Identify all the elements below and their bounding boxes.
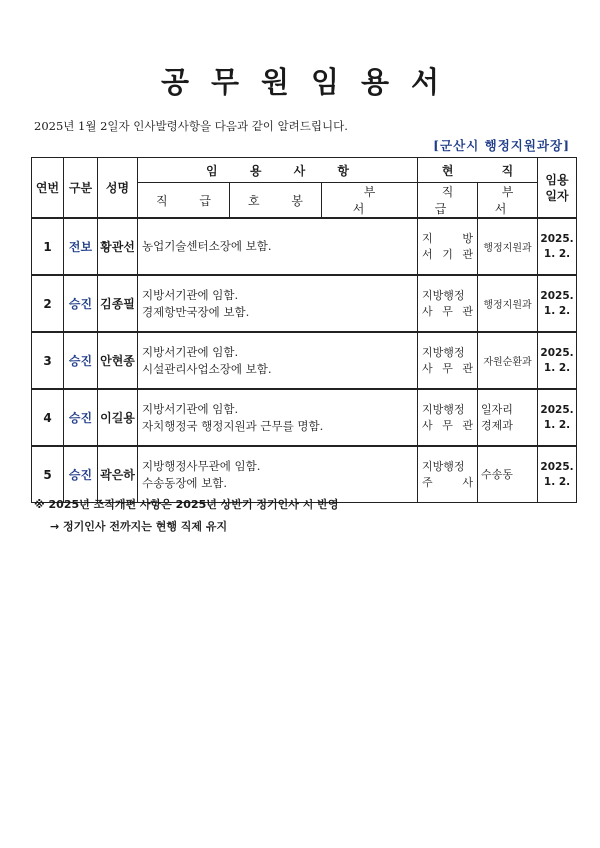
row-cur-rank — [418, 218, 478, 275]
row-name: 곽은하 — [98, 446, 138, 503]
row-desc — [138, 332, 418, 389]
row-desc — [138, 275, 418, 332]
cur-rank-line-2: 서 기 관 — [422, 247, 474, 261]
table-row — [32, 389, 577, 446]
row-cur-rank — [418, 389, 478, 446]
date-line-2: 1. 2. — [543, 418, 571, 431]
desc-line-1: 지방서기관에 임함. — [142, 287, 239, 302]
header-cur-rank: 직급 — [418, 183, 478, 219]
table-row — [32, 446, 577, 503]
header-appointment: 임 용 사 항 — [138, 158, 418, 183]
note-current-structure: → 정기인사 전까지는 현행 직제 유지 — [50, 520, 228, 533]
note-reorganization: ※ 2025년 조직개편 사항은 2025년 상반기 정기인사 시 반영 — [34, 498, 339, 511]
desc-line-1: 지방서기관에 임함. — [142, 344, 239, 359]
row-cur-dept — [478, 275, 538, 332]
table-row — [32, 275, 577, 332]
header-step: 호 봉 — [230, 183, 322, 219]
row-no: 5 — [32, 446, 64, 503]
row-cur-rank — [418, 332, 478, 389]
date-line-2: 1. 2. — [543, 304, 571, 317]
cur-dept-line-1: 자원순환과 — [483, 357, 532, 368]
date-line-1: 2025. — [540, 460, 574, 473]
cur-dept-line-1: 행정지원과 — [483, 243, 532, 254]
cur-rank-line-1: 지방행정 — [422, 402, 465, 416]
date-line-2: 1. 2. — [543, 475, 571, 488]
row-date — [538, 218, 577, 275]
desc-line-2: 시설관리사업소장에 보함. — [142, 361, 272, 376]
row-no: 1 — [32, 218, 64, 275]
row-date — [538, 275, 577, 332]
row-kind: 전보 — [64, 218, 98, 275]
cur-dept-line-2: 경제과 — [481, 418, 513, 432]
date-line-1: 2025. — [540, 403, 574, 416]
row-cur-rank — [418, 446, 478, 503]
row-name: 이길용 — [98, 389, 138, 446]
header-date: 임용일자 — [538, 158, 577, 219]
table-row — [32, 332, 577, 389]
row-desc — [138, 218, 418, 275]
desc-line-1: 지방행정사무관에 임함. — [142, 458, 261, 473]
row-cur-dept — [478, 389, 538, 446]
cur-rank-line-2: 주 사 — [422, 475, 474, 489]
row-cur-dept — [478, 446, 538, 503]
cur-rank-line-2: 사 무 관 — [422, 418, 474, 432]
desc-line-2: 경제항만국장에 보함. — [142, 304, 250, 319]
row-cur-rank — [418, 275, 478, 332]
appointment-table — [31, 157, 577, 503]
cur-rank-line-1: 지방행정 — [422, 459, 465, 473]
row-no: 4 — [32, 389, 64, 446]
row-name: 김종필 — [98, 275, 138, 332]
issuer-label: [군산시 행정지원과장] — [433, 138, 570, 153]
cur-rank-line-1: 지방행정 — [422, 288, 465, 302]
row-kind: 승진 — [64, 332, 98, 389]
date-line-2: 1. 2. — [543, 247, 571, 260]
date-line-1: 2025. — [540, 232, 574, 245]
header-current: 현 직 — [418, 158, 538, 183]
row-desc — [138, 446, 418, 503]
cur-dept-line-1: 행정지원과 — [483, 300, 532, 311]
date-line-1: 2025. — [540, 346, 574, 359]
row-kind: 승진 — [64, 446, 98, 503]
date-line-1: 2025. — [540, 289, 574, 302]
desc-line-1: 지방서기관에 임함. — [142, 401, 239, 416]
header-dept: 부 서 — [322, 183, 418, 219]
row-kind: 승진 — [64, 389, 98, 446]
row-kind: 승진 — [64, 275, 98, 332]
intro-text: 2025년 1월 2일자 인사발령사항을 다음과 같이 알려드립니다. — [34, 119, 348, 133]
cur-dept-line-1: 수송동 — [481, 467, 513, 481]
row-name: 안현종 — [98, 332, 138, 389]
row-cur-dept — [478, 332, 538, 389]
header-no: 연번 — [32, 158, 64, 219]
row-no: 3 — [32, 332, 64, 389]
cur-dept-line-1: 일자리 — [481, 402, 513, 416]
desc-line-2: 수송동장에 보함. — [142, 475, 228, 490]
row-date — [538, 389, 577, 446]
header-cur-dept: 부서 — [478, 183, 538, 219]
table-row — [32, 218, 577, 275]
desc-line-2: 자치행정국 행정지원과 근무를 명함. — [142, 418, 324, 433]
header-name: 성명 — [98, 158, 138, 219]
cur-rank-line-2: 사 무 관 — [422, 304, 474, 318]
row-no: 2 — [32, 275, 64, 332]
header-rank: 직 급 — [138, 183, 230, 219]
row-cur-dept — [478, 218, 538, 275]
row-date — [538, 332, 577, 389]
document-title: 공무원임용서 — [160, 65, 462, 99]
row-name: 황관선 — [98, 218, 138, 275]
row-date — [538, 446, 577, 503]
cur-rank-line-2: 사 무 관 — [422, 361, 474, 375]
cur-rank-line-1: 지방행정 — [422, 345, 465, 359]
date-line-2: 1. 2. — [543, 361, 571, 374]
row-desc — [138, 389, 418, 446]
desc-line-1: 농업기술센터소장에 보함. — [142, 239, 272, 253]
cur-rank-line-1: 지 방 — [422, 231, 474, 245]
header-kind: 구분 — [64, 158, 98, 219]
